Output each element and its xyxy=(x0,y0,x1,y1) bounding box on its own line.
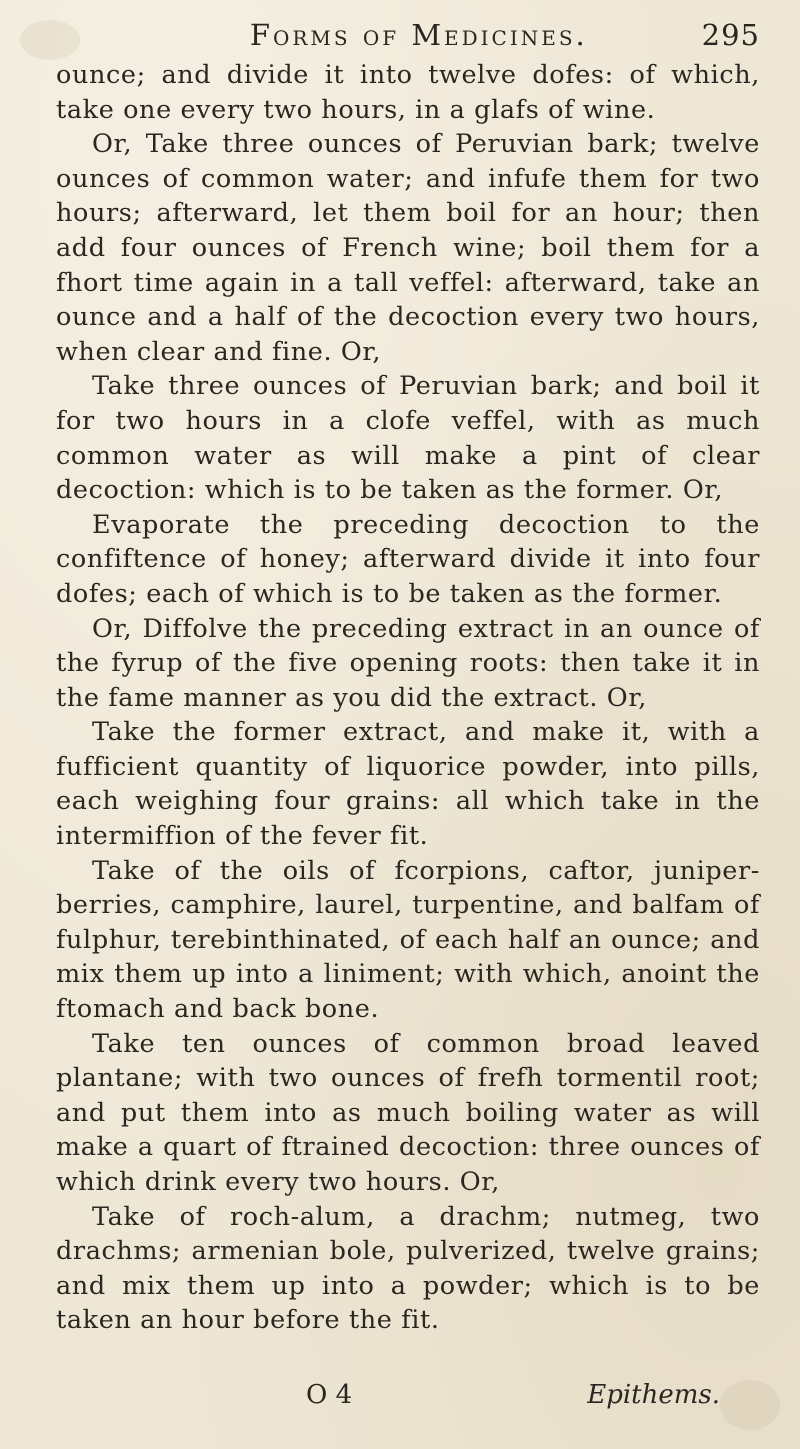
running-title: Forms of Medicines. xyxy=(249,18,588,52)
page-footer xyxy=(56,1380,760,1420)
catchword: Epithems. xyxy=(587,1380,720,1410)
paragraph: Evaporate the preceding decoction to the confiftence of honey; afterward divide it into four dofes; each of which is to be taken as the former. xyxy=(56,509,760,609)
paragraph: ounce; and divide it into twelve dofes: of which, take one every two hours, in a glafs of wine. xyxy=(56,60,760,125)
paragraph: Take the former extract, and make it, with a fufficient quantity of liquorice powder, into pills, each weighing four grains: all which take in the intermiffion of the fever fit. xyxy=(56,717,760,852)
paragraph: Take ten ounces of common broad leaved plantane; with two ounces of frefh tormentil root; and put them into as much boiling water as will make a quart of ftrained decoction: three ounces of which drink every two hours. Or, xyxy=(56,1028,760,1197)
page-header xyxy=(56,18,760,58)
page-number: 295 xyxy=(701,18,760,52)
paragraph: Take of roch-alum, a drachm; nutmeg, two drachms; armenian bole, pulverized, twelve grains; and mix them up into a powder; which is to be taken an hour before the fit. xyxy=(56,1201,760,1336)
paragraph: Take of the oils of fcorpions, caftor, juniper-berries, camphire, laurel, turpentine, and balfam of fulphur, terebinthinated, of each half an ounce; and mix them up into a liniment; with which, anoint the ftomach and back bone. xyxy=(56,855,760,1025)
signature-mark: O 4 xyxy=(306,1380,353,1410)
body-text xyxy=(56,58,760,1338)
paragraph: Take three ounces of Peruvian bark; and boil it for two hours in a clofe veffel, with as much common water as will make a pint of clear decoction: which is to be taken as the former. Or, xyxy=(56,371,760,506)
paragraph: Or, Take three ounces of Peruvian bark; twelve ounces of common water; and infufe them for two hours; afterward, let them boil for an hour; then add four ounces of French wine; boil them for a fhort time again in a tall veffel: afterward, take an ounce and a half of the decoction every two hours, when clear and fine. Or, xyxy=(56,129,760,367)
paragraph: Or, Diffolve the preceding extract in an ounce of the fyrup of the five opening roots: then take it in the fame manner as you did the extract. Or, xyxy=(56,613,760,713)
